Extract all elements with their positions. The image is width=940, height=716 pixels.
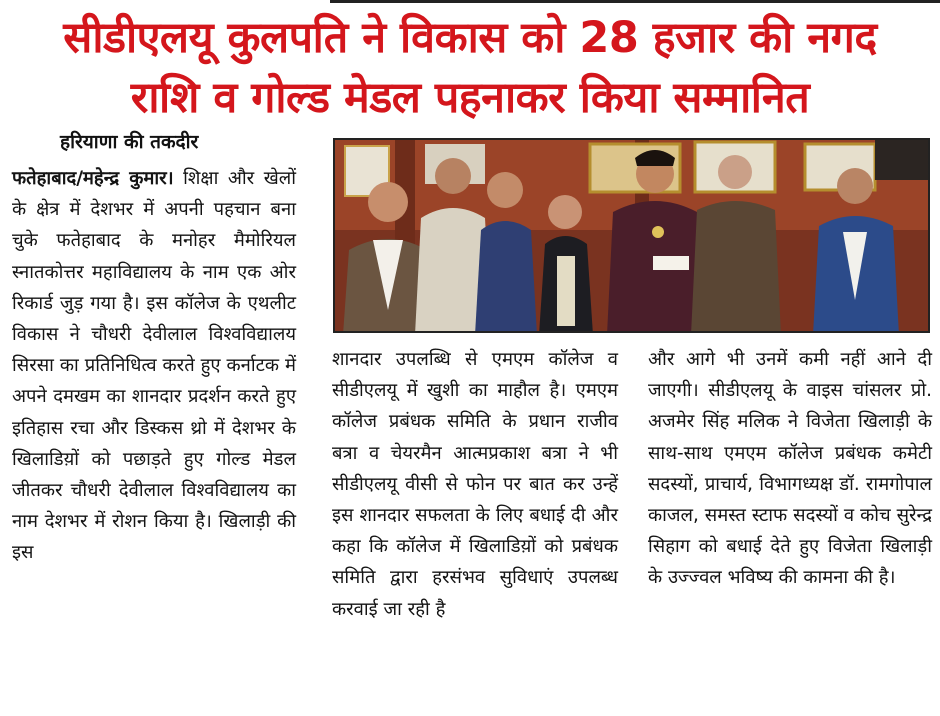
photo-illustration — [335, 140, 930, 333]
header-rule — [330, 0, 940, 3]
article-column-1 — [12, 163, 296, 569]
news-photo — [333, 138, 930, 333]
byline: हरियाणा की तकदीर — [60, 131, 199, 153]
headline-line-2: राशि व गोल्ड मेडल पहनाकर किया सम्मानित — [130, 73, 810, 123]
article-column-3: और आगे भी उनमें कमी नहीं आने दी जाएगी। सीडीएलयू के वाइस चांसलर प्रो. अजमेर सिंह मलिक ने विजेता खिलाड़ी के साथ-साथ एमएम कॉलेज प्रबंधक कमेटी सदस्यों, प्राचार्य, विभागध्यक्ष डॉ. रामगोपाल काजल, समस्त स्टाफ सदस्यों व कोच सुरेन्द्र सिहाग को बधाई देते हुए विजेता खिलाड़ी के उज्ज्वल भविष्य की कामना की है। — [648, 349, 932, 589]
dateline: फतेहाबाद/महेन्द्र कुमार। — [12, 168, 174, 189]
headline-line-1: सीडीएलयू कुलपति ने विकास को 28 हजार की नगद — [63, 13, 877, 63]
headline — [0, 8, 940, 128]
column-1-text: शिक्षा और खेलों के क्षेत्र में देशभर में अपनी पहचान बना चुके फतेहाबाद के मनोहर मैमोरियल स्नातकोत्तर महाविद्यालय के नाम एक ओर रिकार्ड जुड़ गया है। इस कॉलेज के एथलीट विकास ने चौधरी देवीलाल विश्वविद्यालय सिरसा का प्रतिनिधित्व करते हुए कर्नाटक में अपने दमखम का शानदार प्रदर्शन करते हुए इतिहास रचा और डिस्कस थ्रो में देशभर के खिलाडिय़ों को पछाड़ते हुए गोल्ड मेडल जीतकर चौधरी देवीलाल विश्वविद्यालय का नाम देशभर में रोशन किया है। खिलाड़ी की इस — [12, 168, 296, 564]
article-column-2: शानदार उपलब्धि से एमएम कॉलेज व सीडीएलयू में खुशी का माहौल है। एमएम कॉलेज प्रबंधक समिति के प्रधान राजीव बत्रा व चेयरमैन आत्मप्रकाश बत्रा ने भी सीडीएलयू वीसी से फोन पर बात कर उन्हें इस शानदार सफलता के लिए बधाई दी और कहा कि कॉलेज में खिलाडिय़ों को प्रबंधक समिति द्वारा हरसंभव सुविधाएं उपलब्ध करवाई जा रही है — [332, 349, 618, 620]
